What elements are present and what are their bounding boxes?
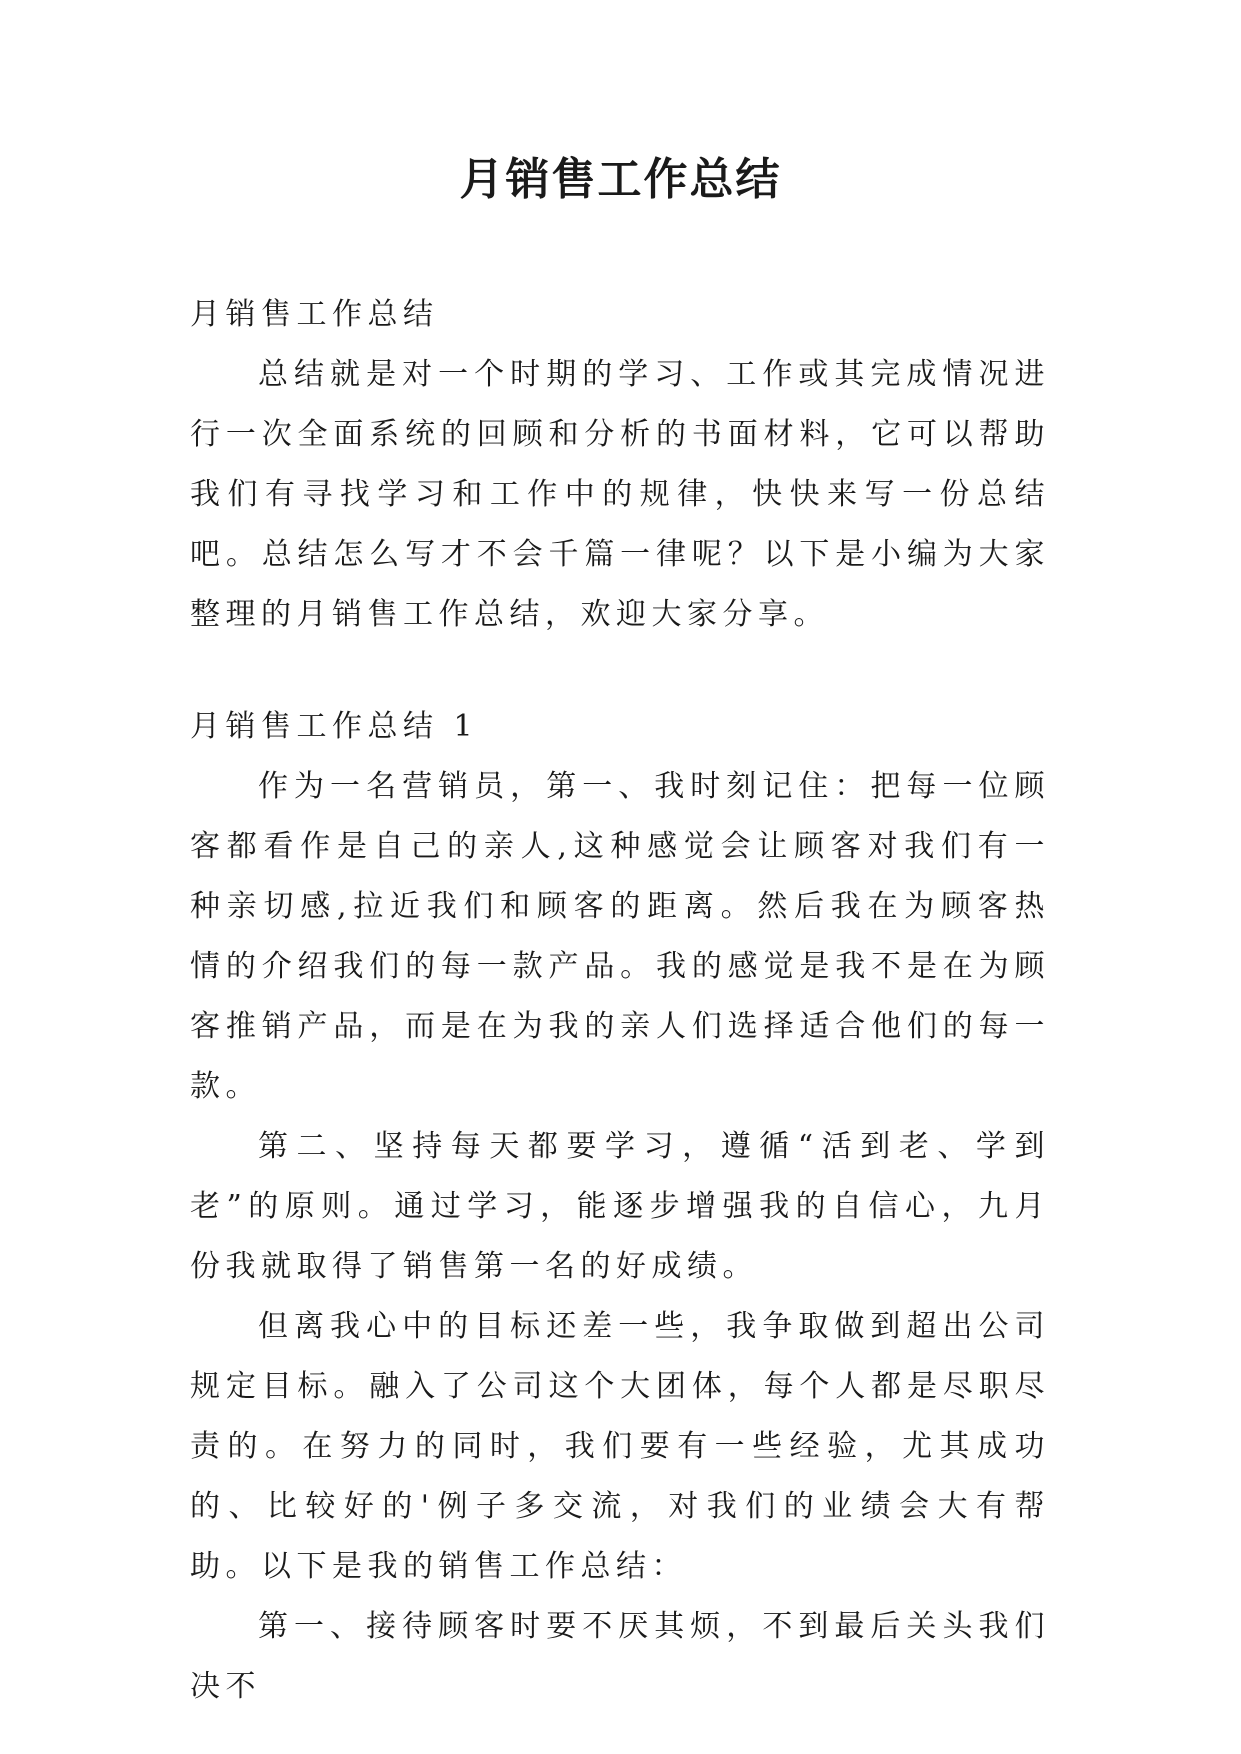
document-title: 月销售工作总结 [459,154,782,205]
body-paragraph: 但离我心中的目标还差一些，我争取做到超出公司规定目标。融入了公司这个大团体，每个人都是尽职尽责的。在努力的同时，我们要有一些经验，尤其成功的、比较好的'例子多交流，对我们的业绩会大有帮助。以下是我的销售工作总结： [190,1309,1050,1584]
section-spacer [190,645,1050,697]
intro-paragraph: 总结就是对一个时期的学习、工作或其完成情况进行一次全面系统的回顾和分析的书面材料，它可以帮助我们有寻找学习和工作中的规律，快快来写一份总结吧。总结怎么写才不会千篇一律呢？以下是小编为大家整理的月销售工作总结，欢迎大家分享。 [190,357,1050,632]
body-paragraph: 第一、接待顾客时要不厌其烦，不到最后关头我们决不 [190,1609,1050,1704]
body-paragraph: 第二、坚持每天都要学习，遵循“活到老、学到老”的原则。通过学习，能逐步增强我的自信心，九月份我就取得了销售第一名的好成绩。 [190,1129,1050,1284]
document-body [190,285,1050,1717]
section-heading: 月销售工作总结 1 [190,709,479,744]
body-paragraph: 作为一名营销员，第一、我时刻记住：把每一位顾客都看作是自己的亲人,这种感觉会让顾客对我们有一种亲切感,拉近我们和顾客的距离。然后我在为顾客热情的介绍我们的每一款产品。我的感觉是我不是在为顾客推销产品，而是在为我的亲人们选择适合他们的每一款。 [190,769,1050,1104]
intro-heading: 月销售工作总结 [190,297,439,332]
